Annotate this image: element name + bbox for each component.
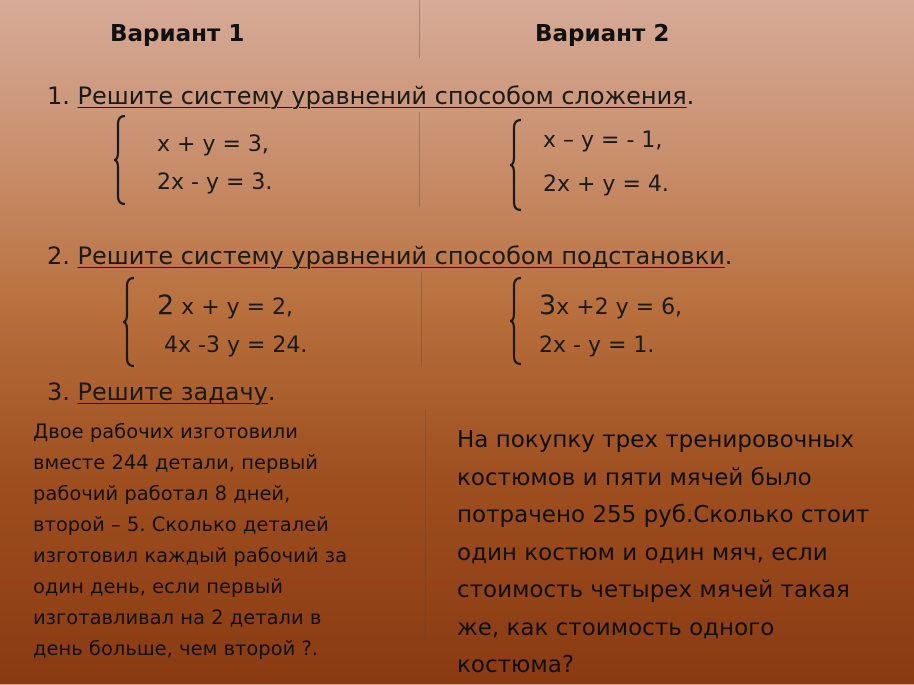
task-2-v1-eq-1-rest: x + y = 2,: [174, 295, 294, 320]
column-divider-task3: [425, 410, 426, 642]
task-2-v2-eq-1-rest: x +2 y = 6,: [556, 295, 683, 320]
task-3-v1-problem: [33, 416, 347, 664]
task-3-number: 3.: [47, 378, 70, 406]
task-3-v1-line: изготовил каждый рабочий за: [33, 544, 348, 567]
task-3-v2-problem: [457, 422, 869, 685]
task-3-v1-line: второй – 5. Сколько деталей: [33, 513, 329, 536]
task-2-title: [47, 242, 732, 270]
task-3-v2-line: костюмов и пяти мячей было: [457, 464, 812, 491]
task-3-v2-line: стоимость четырех мячей такая: [457, 577, 850, 603]
task-3-v2-line: же, как стоимость одного: [457, 614, 775, 641]
column-divider-task2: [421, 272, 422, 367]
task-3-text: Решите задачу: [77, 378, 268, 406]
task-2-period: .: [724, 242, 733, 270]
task-2-v2-brace: [509, 276, 523, 366]
task-3-v2-line: костюма?: [457, 652, 575, 678]
task-3-v1-line: Двое рабочих изготовили: [33, 420, 298, 443]
task-1-v2-eq-1: x – y = - 1,: [543, 128, 663, 153]
variant-1-heading: Вариант 1: [110, 21, 245, 47]
task-3-v1-line: один день, если первый: [33, 575, 283, 598]
task-3-v1-line: изготавливал на 2 детали в: [33, 606, 322, 629]
task-3-v2-line: потрачено 255 руб.Сколько стоит: [457, 502, 870, 528]
task-1-text: Решите систему уравнений способом сложения: [77, 82, 687, 110]
task-1-v1-eq-1: x + y = 3,: [157, 132, 269, 157]
task-2-v2-eq-1-big: 3: [539, 290, 557, 321]
task-1-v1-brace: [113, 114, 127, 206]
task-1-v2-brace: [509, 118, 523, 212]
task-2-v2-eq-1: [539, 290, 682, 321]
task-1-period: .: [686, 82, 695, 110]
task-3-title: [47, 378, 276, 406]
task-2-v1-eq-1-big: 2: [157, 290, 175, 321]
column-divider-top: [419, 0, 420, 58]
task-1-v1-eq-2: 2x - y = 3.: [157, 170, 273, 195]
task-1-title: [47, 82, 694, 110]
task-3-period: .: [267, 378, 276, 406]
task-1-number: 1.: [47, 82, 70, 110]
task-2-v1-brace: [122, 276, 136, 368]
task-3-v2-line: На покупку трех тренировочных: [457, 427, 855, 453]
task-2-v2-eq-2: 2x - y = 1.: [539, 333, 655, 358]
column-divider-task1: [419, 112, 420, 207]
variant-2-heading: Вариант 2: [535, 21, 670, 47]
task-1-v2-eq-2: 2x + y = 4.: [543, 172, 669, 197]
task-2-v1-eq-2: 4x -3 y = 24.: [164, 333, 308, 358]
task-2-v1-eq-1: [157, 290, 293, 321]
task-2-number: 2.: [47, 242, 70, 270]
task-2-text: Решите систему уравнений способом подстановки: [77, 242, 725, 270]
task-3-v2-line: один костюм и один мяч, если: [457, 539, 828, 566]
task-3-v1-line: день больше, чем второй ?.: [33, 637, 319, 660]
task-3-v1-line: рабочий работал 8 дней,: [33, 482, 291, 505]
task-3-v1-line: вместе 244 детали, первый: [33, 451, 318, 474]
